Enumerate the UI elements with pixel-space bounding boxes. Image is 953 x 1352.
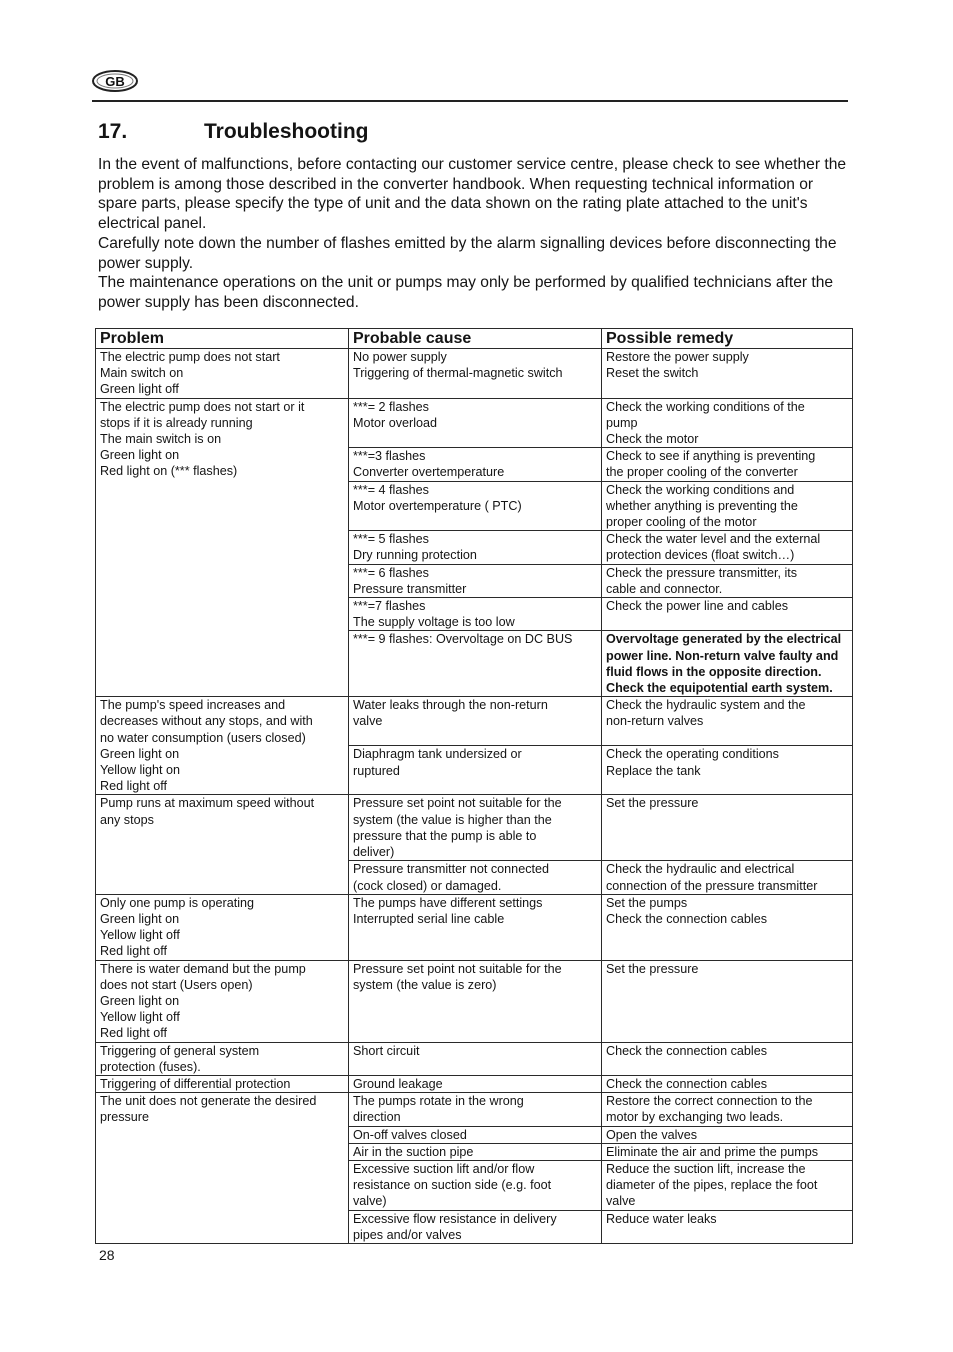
problem-cell (96, 1075, 349, 1092)
problem-line: no water consumption (users closed) (100, 730, 306, 745)
section-title: Troubleshooting (204, 120, 369, 143)
cause-cell (349, 697, 602, 746)
problem-line: The pump's speed increases and (100, 698, 286, 713)
remedy-line: Set the pressure (606, 961, 699, 976)
remedy-line: the proper cooling of the converter (606, 465, 798, 480)
problem-line: any stops (100, 812, 154, 827)
remedy-cell (602, 1160, 853, 1210)
remedy-line: non-return valves (606, 714, 704, 729)
table-row (96, 795, 853, 861)
table-row (96, 1075, 853, 1092)
remedy-line: Check the operating conditions (606, 747, 779, 762)
cause-line: The supply voltage is too low (353, 615, 515, 630)
remedy-line: pump (606, 415, 638, 430)
problem-cell (96, 960, 349, 1042)
problem-line: Red light on (*** flashes) (100, 464, 238, 479)
cause-line: Triggering of thermal-magnetic switch (353, 366, 563, 381)
remedy-line: Check to see if anything is preventing (606, 449, 816, 464)
problem-line: Only one pump is operating (100, 895, 255, 910)
cause-line: The pumps rotate in the wrong (353, 1094, 524, 1109)
remedy-cell (602, 1126, 853, 1143)
problem-line: Triggering of general system (100, 1043, 260, 1058)
problem-line: pressure (100, 1110, 149, 1125)
cause-cell (349, 1126, 602, 1143)
remedy-cell (602, 697, 853, 746)
remedy-line: Check the connection cables (606, 1043, 768, 1058)
problem-cell (96, 697, 349, 795)
table-row (96, 1093, 853, 1126)
cause-cell (349, 861, 602, 894)
remedy-cell (602, 795, 853, 861)
cause-cell (349, 531, 602, 564)
remedy-line: power line. Non-return valve faulty and (606, 648, 839, 663)
remedy-cell (602, 598, 853, 631)
cause-line: Motor overload (353, 415, 437, 430)
cause-line: deliver) (353, 845, 395, 860)
header-problem: Problem (96, 329, 349, 349)
cause-line: Dry running protection (353, 548, 477, 563)
cause-line: (cock closed) or damaged. (353, 878, 502, 893)
remedy-line: connection of the pressure transmitter (606, 878, 818, 893)
cause-line: ***= 9 flashes: Overvoltage on DC BUS (353, 632, 573, 647)
intro-paragraph: Carefully note down the number of flashes emitted by the alarm signalling devices before disconnecting the power supply. (98, 234, 837, 272)
remedy-line: Open the valves (606, 1127, 698, 1142)
cause-line: The pumps have different settings (353, 895, 543, 910)
cause-cell (349, 1160, 602, 1210)
cause-line: Diaphragm tank undersized or (353, 747, 522, 762)
remedy-line: Overvoltage generated by the electrical (606, 632, 842, 647)
cause-cell (349, 1093, 602, 1126)
cause-line: Pressure transmitter not connected (353, 862, 549, 877)
problem-line: Red light off (100, 779, 167, 794)
problem-line: protection (fuses). (100, 1059, 201, 1074)
problem-cell (96, 349, 349, 399)
remedy-line: Check the working conditions and (606, 482, 795, 497)
cause-line: On-off valves closed (353, 1127, 467, 1142)
remedy-line: Check the pressure transmitter, its (606, 565, 798, 580)
remedy-line: Set the pumps (606, 895, 688, 910)
remedy-line: Check the connection cables (606, 911, 768, 926)
problem-line: There is water demand but the pump (100, 961, 306, 976)
cause-line: system (the value is zero) (353, 977, 497, 992)
problem-line: Main switch on (100, 366, 184, 381)
cause-line: Water leaks through the non-return (353, 698, 548, 713)
cause-line: Air in the suction pipe (353, 1144, 474, 1159)
header-probable-cause: Probable cause (349, 329, 602, 349)
remedy-cell (602, 960, 853, 1042)
remedy-line: diameter of the pipes, replace the foot (606, 1178, 818, 1193)
table-row (96, 398, 853, 448)
cause-line: Pressure transmitter (353, 581, 467, 596)
remedy-line: Eliminate the air and prime the pumps (606, 1144, 819, 1159)
problem-line: The electric pump does not start or it (100, 399, 305, 414)
remedy-line: Check the water level and the external (606, 532, 821, 547)
cause-line: Excessive suction lift and/or flow (353, 1161, 535, 1176)
cause-cell (349, 894, 602, 960)
problem-line: Green light on (100, 993, 180, 1008)
cause-line: ***= 2 flashes (353, 399, 429, 414)
cause-line: Ground leakage (353, 1076, 443, 1091)
cause-line: pressure that the pump is able to (353, 828, 537, 843)
intro-paragraph: In the event of malfunctions, before contacting our customer service centre, please check to see whether the problem is among those described in the converter handbook. When requesting technical information or spare parts, please specify the type of unit and the data shown on the rating plate attached to the unit's electrical panel. (98, 156, 847, 233)
remedy-cell (602, 481, 853, 531)
problem-cell (96, 1093, 349, 1244)
cause-line: Excessive flow resistance in delivery (353, 1211, 557, 1226)
cause-line: ***=7 flashes (353, 599, 426, 614)
header-possible-remedy: Possible remedy (602, 329, 853, 349)
cause-cell (349, 1075, 602, 1092)
cause-cell (349, 795, 602, 861)
remedy-cell (602, 746, 853, 795)
cause-line: pipes and/or valves (353, 1227, 462, 1242)
table-header-row (96, 329, 853, 349)
problem-line: The electric pump does not start (100, 350, 280, 364)
problem-cell (96, 894, 349, 960)
section-heading (98, 120, 368, 144)
remedy-line: whether anything is preventing the (606, 498, 798, 513)
table-row (96, 960, 853, 1042)
problem-line: Triggering of differential protection (100, 1076, 291, 1091)
remedy-line: Check the connection cables (606, 1076, 768, 1091)
cause-line: resistance on suction side (e.g. foot (353, 1178, 552, 1193)
problem-line: stops if it is already running (100, 415, 253, 430)
cause-line: valve (353, 714, 383, 729)
remedy-line: fluid flows in the opposite direction. (606, 664, 822, 679)
remedy-line: Replace the tank (606, 763, 701, 778)
problem-line: Yellow light off (100, 928, 180, 943)
remedy-line: Restore the correct connection to the (606, 1094, 813, 1109)
remedy-line: Check the motor (606, 432, 699, 447)
remedy-line: cable and connector. (606, 581, 723, 596)
problem-line: Yellow light off (100, 1010, 180, 1025)
cause-line: ***= 5 flashes (353, 532, 429, 547)
cause-line: direction (353, 1110, 401, 1125)
remedy-cell (602, 349, 853, 399)
remedy-line: Set the pressure (606, 796, 699, 811)
remedy-line: Reduce the suction lift, increase the (606, 1161, 806, 1176)
remedy-line: valve (606, 1194, 636, 1209)
cause-line: Pressure set point not suitable for the (353, 961, 562, 976)
cause-line: No power supply (353, 350, 447, 364)
problem-line: Red light off (100, 1026, 167, 1041)
cause-line: Converter overtemperature (353, 465, 505, 480)
intro-paragraph: The maintenance operations on the unit or pumps may only be performed by qualified technicians after the power supply has been disconnected. (98, 274, 834, 311)
table-body (96, 349, 853, 1244)
remedy-line: protection devices (float switch…) (606, 548, 795, 563)
problem-line: Green light on (100, 448, 180, 463)
remedy-cell (602, 564, 853, 597)
remedy-cell (602, 894, 853, 960)
remedy-line: Check the equipotential earth system. (606, 681, 833, 696)
problem-line: Green light on (100, 746, 180, 761)
cause-line: ***= 6 flashes (353, 565, 429, 580)
troubleshooting-table (95, 328, 853, 1244)
cause-line: ruptured (353, 763, 400, 778)
cause-cell (349, 1210, 602, 1243)
cause-line: Motor overtemperature ( PTC) (353, 498, 522, 513)
table-row (96, 894, 853, 960)
cause-line: system (the value is higher than the (353, 812, 552, 827)
table-row (96, 1042, 853, 1075)
cause-line: Interrupted serial line cable (353, 911, 505, 926)
problem-cell (96, 795, 349, 894)
page-number: 28 (99, 1247, 115, 1263)
gb-language-badge (90, 68, 140, 94)
remedy-cell (602, 448, 853, 481)
remedy-line: Restore the power supply (606, 350, 749, 364)
problem-line: The main switch is on (100, 432, 222, 447)
cause-cell (349, 631, 602, 697)
cause-cell (349, 564, 602, 597)
remedy-cell (602, 1093, 853, 1126)
remedy-line: motor by exchanging two leads. (606, 1110, 784, 1125)
cause-cell (349, 349, 602, 399)
remedy-line: Reduce water leaks (606, 1211, 717, 1226)
problem-line: Green light off (100, 382, 179, 397)
remedy-line: proper cooling of the motor (606, 515, 757, 530)
problem-cell (96, 398, 349, 697)
gb-badge-text: GB (105, 74, 125, 89)
remedy-cell (602, 1143, 853, 1160)
problem-line: Green light on (100, 911, 180, 926)
remedy-cell (602, 631, 853, 697)
remedy-cell (602, 531, 853, 564)
remedy-line: Check the power line and cables (606, 599, 789, 614)
remedy-line: Check the hydraulic and electrical (606, 862, 795, 877)
problem-line: The unit does not generate the desired (100, 1094, 317, 1109)
cause-line: ***=3 flashes (353, 449, 426, 464)
remedy-cell (602, 1210, 853, 1243)
section-number: 17. (98, 120, 128, 143)
cause-line: ***= 4 flashes (353, 482, 429, 497)
problem-line: does not start (Users open) (100, 977, 253, 992)
intro-text (98, 155, 850, 313)
cause-line: Pressure set point not suitable for the (353, 796, 562, 811)
cause-cell (349, 481, 602, 531)
cause-cell (349, 1042, 602, 1075)
cause-cell (349, 960, 602, 1042)
problem-line: Pump runs at maximum speed without (100, 796, 315, 811)
cause-cell (349, 398, 602, 448)
header-rule (92, 100, 848, 102)
remedy-line: Check the working conditions of the (606, 399, 805, 414)
remedy-cell (602, 1042, 853, 1075)
problem-line: decreases without any stops, and with (100, 714, 313, 729)
cause-cell (349, 448, 602, 481)
remedy-cell (602, 1075, 853, 1092)
table-row (96, 697, 853, 746)
problem-line: Red light off (100, 944, 167, 959)
remedy-cell (602, 861, 853, 894)
cause-line: Short circuit (353, 1043, 420, 1058)
cause-line: valve) (353, 1194, 387, 1209)
remedy-line: Reset the switch (606, 366, 699, 381)
cause-cell (349, 598, 602, 631)
remedy-cell (602, 398, 853, 448)
cause-cell (349, 1143, 602, 1160)
cause-cell (349, 746, 602, 795)
problem-cell (96, 1042, 349, 1075)
problem-line: Yellow light on (100, 763, 181, 778)
remedy-line: Check the hydraulic system and the (606, 698, 806, 713)
table-row (96, 349, 853, 399)
